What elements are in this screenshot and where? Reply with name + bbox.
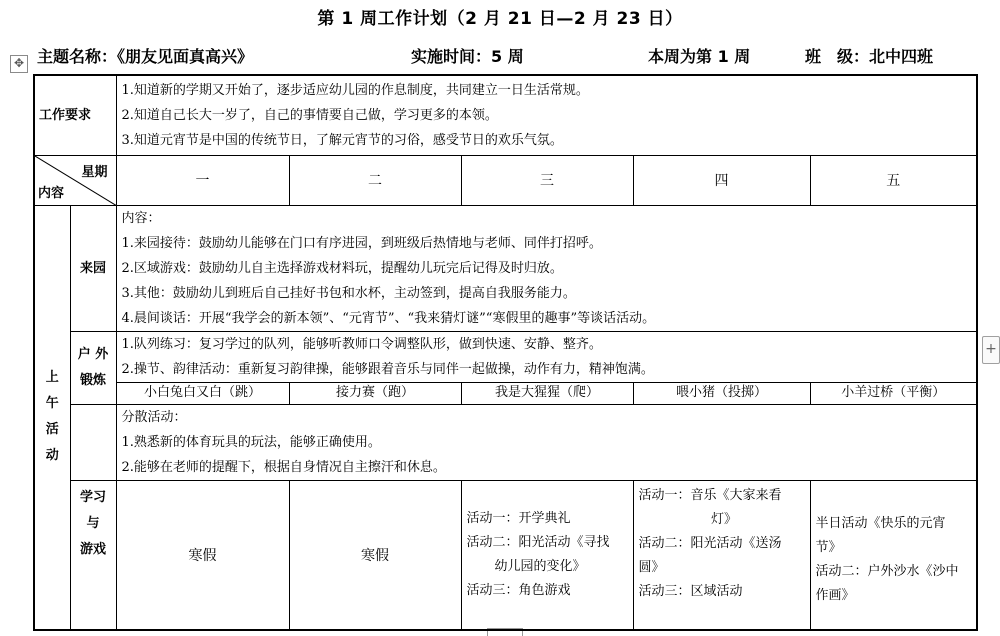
study-tuesday: 寒假 <box>289 480 461 630</box>
weekday-header-row <box>34 155 977 205</box>
study-row <box>34 480 977 630</box>
free-activities-label-cell <box>70 404 116 480</box>
weekly-plan-table <box>33 74 978 631</box>
outdoor-content <box>116 331 977 382</box>
outdoor-row <box>34 331 977 382</box>
weekday-label: 星期 <box>81 165 108 180</box>
day-thursday: 四 <box>633 155 810 205</box>
study-wednesday <box>461 480 633 630</box>
page-title: 第 1 周工作计划（2 月 21 日—2 月 23 日） <box>317 9 683 29</box>
study-label: 学习 与 游戏 <box>70 480 116 630</box>
free-activities-row <box>34 404 977 480</box>
game-tuesday: 接力赛（跑） <box>289 382 461 404</box>
outdoor-label: 户 外 锻炼 <box>70 331 116 404</box>
study-activity: 活动二：户外沙水《沙中 <box>815 563 959 579</box>
study-activity: 活动三：区域活动 <box>638 583 743 599</box>
outdoor-games-row <box>34 382 977 404</box>
requirement-item: 3.知道元宵节是中国的传统节日，了解元宵节的习俗，感受节日的欢乐气氛。 <box>121 132 563 148</box>
study-activity: 活动二：阳光活动《寻找 <box>466 534 610 550</box>
morning-activities-label: 上 午 活 动 <box>34 205 70 630</box>
arrival-line: 2.区域游戏：鼓励幼儿自主选择游戏材料玩，提醒幼儿玩完后记得及时归放。 <box>121 260 563 276</box>
study-activity: 活动一：音乐《大家来看 <box>638 487 782 503</box>
arrival-line: 4.晨间谈话：开展“我学会的新本领”、“元宵节”、“我来猜灯谜”“寒假里的趣事”等谈话活动。 <box>121 310 656 326</box>
arrival-content <box>116 205 977 331</box>
study-activity: 活动一：开学典礼 <box>466 510 571 526</box>
plus-icon[interactable]: + <box>982 336 1000 364</box>
arrival-line: 内容： <box>121 210 161 226</box>
study-activity: 半日活动《快乐的元宵 <box>815 515 946 531</box>
game-thursday: 喂小猪（投掷） <box>633 382 810 404</box>
study-activity: 作画》 <box>815 587 855 603</box>
free-activity-line: 2.能够在老师的提醒下，根据自身情况自主擦汗和休息。 <box>121 459 446 475</box>
arrival-label: 来园 <box>70 205 116 331</box>
theme-name: 主题名称：《朋友见面真高兴》 <box>37 47 254 66</box>
free-activity-line: 分散活动： <box>121 409 187 425</box>
study-activity: 节》 <box>815 539 842 555</box>
arrival-line: 3.其他：鼓励幼儿到班后自己挂好书包和水杯，主动签到，提高自我服务能力。 <box>121 285 576 301</box>
study-activity: 灯》 <box>711 511 738 527</box>
study-activity: 圆》 <box>638 559 665 575</box>
day-wednesday: 三 <box>461 155 633 205</box>
info-bar <box>0 44 1000 66</box>
day-friday: 五 <box>810 155 977 205</box>
free-activity-line: 1.熟悉新的体育玩具的玩法，能够正确使用。 <box>121 434 381 450</box>
requirements-row <box>34 75 977 155</box>
requirement-item: 1.知道新的学期又开始了，逐步适应幼儿园的作息制度，共同建立一日生活常规。 <box>121 82 589 98</box>
day-monday: 一 <box>116 155 289 205</box>
outdoor-line: 1.队列练习：复习学过的队列，能够听教师口令调整队形，做到快速、安静、整齐。 <box>121 336 602 352</box>
move-icon[interactable]: ✥ <box>10 55 28 73</box>
content-label: 内容 <box>38 186 65 201</box>
outdoor-line: 2.操节、韵律活动：重新复习韵律操，能够跟着音乐与同伴一起做操，动作有力，精神饱满。 <box>121 361 654 377</box>
arrival-row <box>34 205 977 331</box>
game-friday: 小羊过桥（平衡） <box>810 382 977 404</box>
game-monday: 小白兔白又白（跳） <box>116 382 289 404</box>
game-wednesday: 我是大猩猩（爬） <box>461 382 633 404</box>
arrival-line: 1.来园接待：鼓励幼儿能够在门口有序进园，到班级后热情地与老师、同伴打招呼。 <box>121 235 602 251</box>
study-friday <box>810 480 977 630</box>
study-monday: 寒假 <box>116 480 289 630</box>
implementation-time: 实施时间：5 周 <box>411 47 524 66</box>
free-activities-content <box>116 404 977 480</box>
current-week: 本周为第 1 周 <box>648 47 751 66</box>
requirements-content <box>116 75 977 155</box>
study-activity: 活动三：角色游戏 <box>466 582 571 598</box>
diagonal-header-cell <box>34 155 116 205</box>
requirements-label: 工作要求 <box>34 75 116 155</box>
study-activity: 幼儿园的变化》 <box>494 558 586 574</box>
requirement-item: 2.知道自己长大一岁了，自己的事情要自己做，学习更多的本领。 <box>121 107 498 123</box>
study-thursday <box>633 480 810 630</box>
day-tuesday: 二 <box>289 155 461 205</box>
study-activity: 活动二：阳光活动《送汤 <box>638 535 782 551</box>
class-name: 班 级：北中四班 <box>805 47 934 66</box>
